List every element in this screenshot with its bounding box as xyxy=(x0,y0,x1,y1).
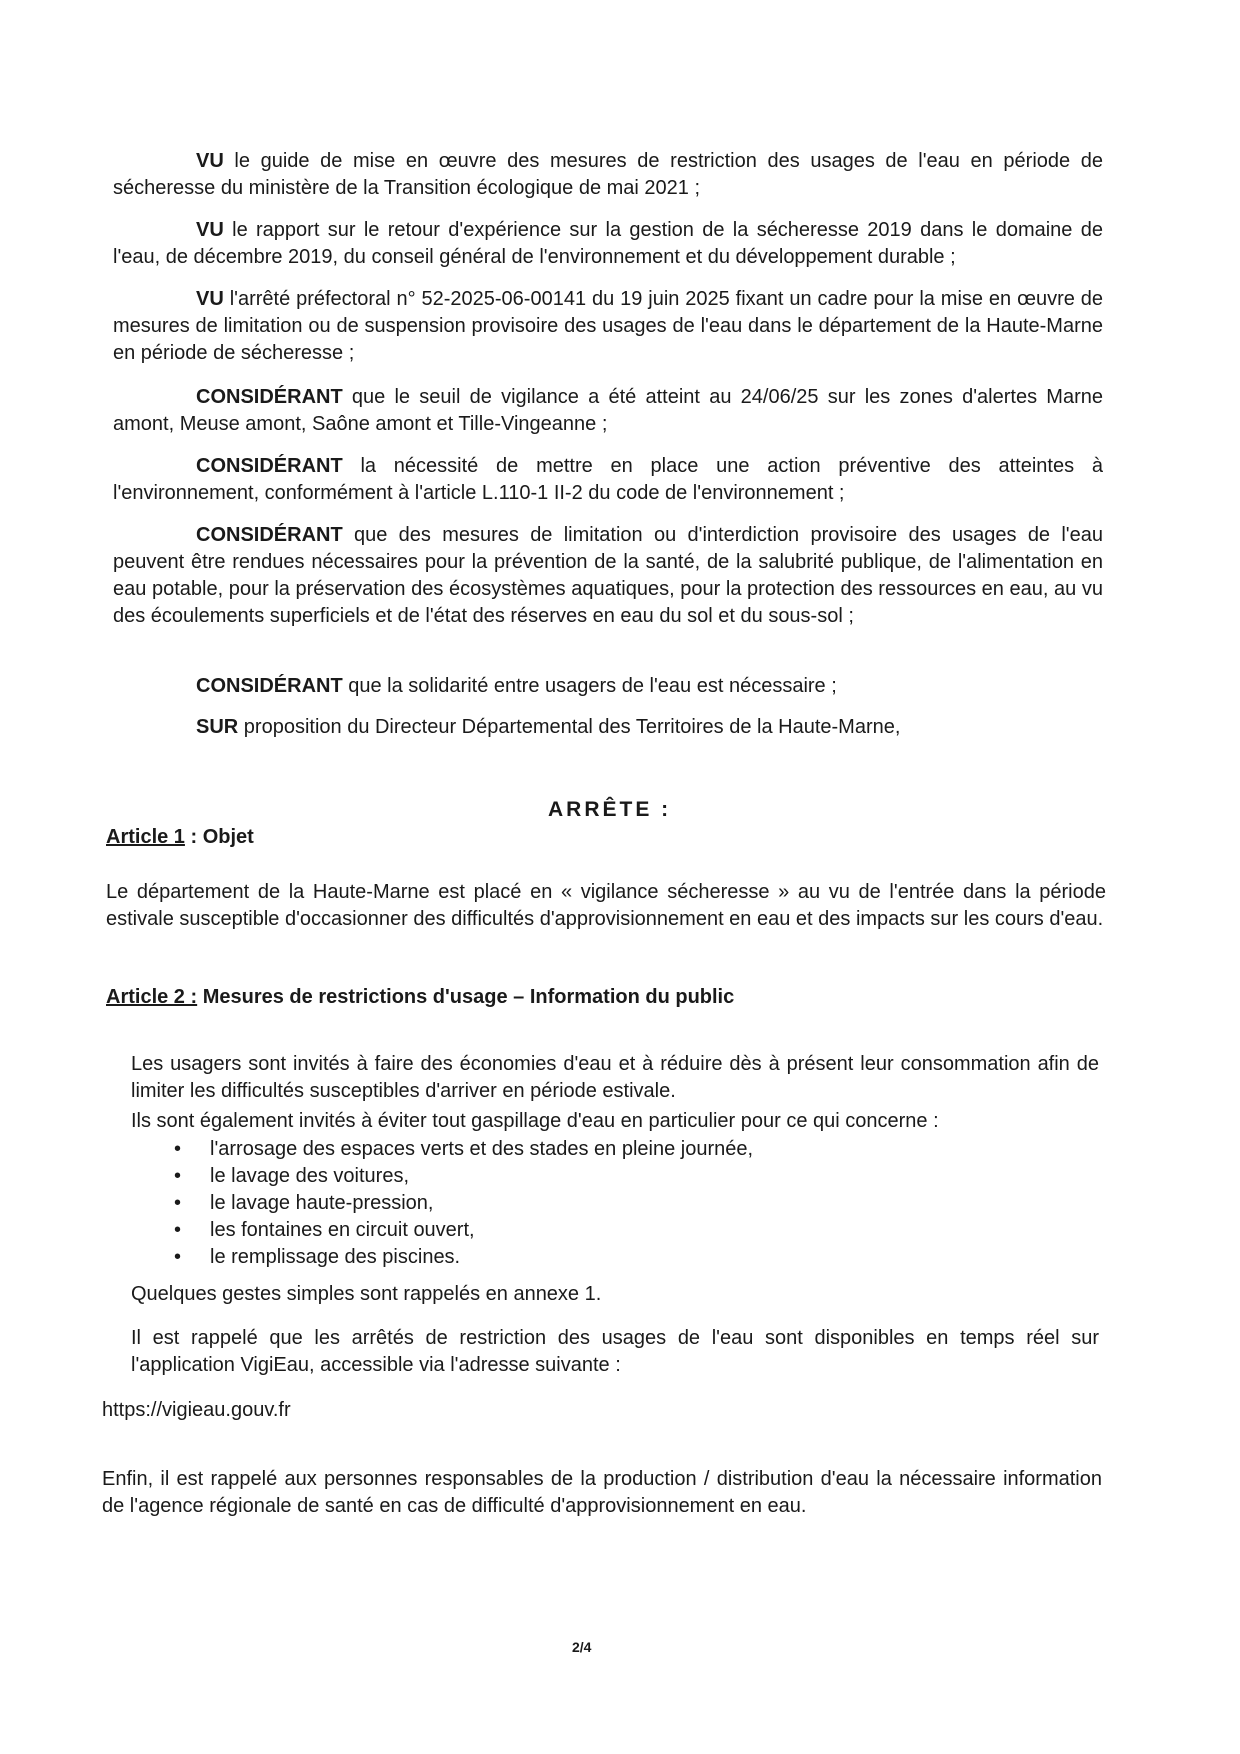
preamble-keyword: CONSIDÉRANT xyxy=(196,455,343,477)
list-item: • le lavage haute-pression, xyxy=(166,1190,753,1217)
preamble-paragraph xyxy=(113,673,1103,700)
article-1-label: Article 1 xyxy=(106,826,185,848)
article-2-label: Article 2 : xyxy=(106,986,198,1008)
preamble-paragraph xyxy=(113,286,1103,367)
preamble-paragraph xyxy=(113,384,1103,438)
list-item: • le remplissage des piscines. xyxy=(166,1244,753,1271)
list-item: • les fontaines en circuit ouvert, xyxy=(166,1217,753,1244)
preamble-text: la nécessité de mettre en place une action préventive des atteintes à l'environnement, conformément à l'article L.110-1 II-2 du code de l'environnement ; xyxy=(113,455,1103,504)
preamble-keyword: VU xyxy=(196,219,224,241)
article-2-paragraph: Ils sont également invités à éviter tout gaspillage d'eau en particulier pour ce qui concerne : xyxy=(131,1110,939,1132)
preamble-paragraph xyxy=(113,453,1103,507)
preamble-text: que la solidarité entre usagers de l'eau est nécessaire ; xyxy=(342,675,837,697)
preamble-paragraph xyxy=(113,522,1103,630)
article-2-title-text: Mesures de restrictions d'usage – Information du public xyxy=(197,986,735,1008)
preamble-text: l'arrêté préfectoral n° 52-2025-06-00141 du 19 juin 2025 fixant un cadre pour la mise en œuvre de mesures de limitation ou de suspension provisoire des usages de l'eau dans le département de la Haute-Marne en période de sécheresse ; xyxy=(113,288,1103,364)
article-2-paragraph: Quelques gestes simples sont rappelés en annexe 1. xyxy=(131,1283,602,1305)
preamble-text: le rapport sur le retour d'expérience sur la gestion de la sécheresse 2019 dans le domaine de l'eau, de décembre 2019, du conseil général de l'environnement et du développement durable ; xyxy=(113,219,1103,268)
preamble-keyword: VU xyxy=(196,150,224,172)
article-1-body: Le département de la Haute-Marne est placé en « vigilance sécheresse » au vu de l'entrée dans la période estivale susceptible d'occasionner des difficultés d'approvisionnement en eau et des impacts sur les cours d'eau. xyxy=(106,881,1106,930)
page-number: 2/4 xyxy=(572,1639,592,1655)
preamble-text: que des mesures de limitation ou d'interdiction provisoire des usages de l'eau peuvent être rendues nécessaires pour la prévention de la santé, de la salubrité publique, de l'alimentation en eau potable, pour la préservation des écosystèmes aquatiques, pour la protection des ressources en eau, au vu des écoulements superficiels et de l'état des réserves en eau du sol et du sous-sol ; xyxy=(113,524,1103,627)
list-item: • l'arrosage des espaces verts et des stades en pleine journée, xyxy=(166,1136,753,1163)
preamble-keyword: CONSIDÉRANT xyxy=(196,675,343,697)
preamble-text: proposition du Directeur Départemental des Territoires de la Haute-Marne, xyxy=(238,716,901,738)
preamble-keyword: VU xyxy=(196,288,224,310)
bullet-list xyxy=(166,1136,753,1271)
article-1-title xyxy=(106,824,254,851)
preamble-text: que le seuil de vigilance a été atteint au 24/06/25 sur les zones d'alertes Marne amont, Meuse amont, Saône amont et Tille-Vingeanne ; xyxy=(113,386,1103,435)
preamble-paragraph xyxy=(113,714,1103,741)
preamble-keyword: SUR xyxy=(196,716,239,738)
preamble-keyword: CONSIDÉRANT xyxy=(196,386,343,408)
preamble-keyword: CONSIDÉRANT xyxy=(196,524,343,546)
preamble-paragraph xyxy=(113,148,1103,202)
article-2-paragraph: Enfin, il est rappelé aux personnes responsables de la production / distribution d'eau la nécessaire information de l'agence régionale de santé en cas de difficulté d'approvisionnement en eau. xyxy=(102,1468,1102,1517)
article-2-paragraph: Il est rappelé que les arrêtés de restriction des usages de l'eau sont disponibles en temps réel sur l'application VigiEau, accessible via l'adresse suivante : xyxy=(131,1327,1099,1376)
article-2-paragraph: Les usagers sont invités à faire des économies d'eau et à réduire dès à présent leur consommation afin de limiter les difficultés susceptibles d'arriver en période estivale. xyxy=(131,1053,1099,1102)
preamble-paragraph xyxy=(113,217,1103,271)
article-1-title-text: : Objet xyxy=(184,826,254,848)
article-2-title xyxy=(106,984,734,1011)
preamble-text: le guide de mise en œuvre des mesures de restriction des usages de l'eau en période de sécheresse du ministère de la Transition écologique de mai 2021 ; xyxy=(113,150,1103,199)
arrete-heading: ARRÊTE : xyxy=(548,798,672,821)
vigieau-url[interactable]: https://vigieau.gouv.fr xyxy=(102,1399,291,1421)
list-item: • le lavage des voitures, xyxy=(166,1163,753,1190)
